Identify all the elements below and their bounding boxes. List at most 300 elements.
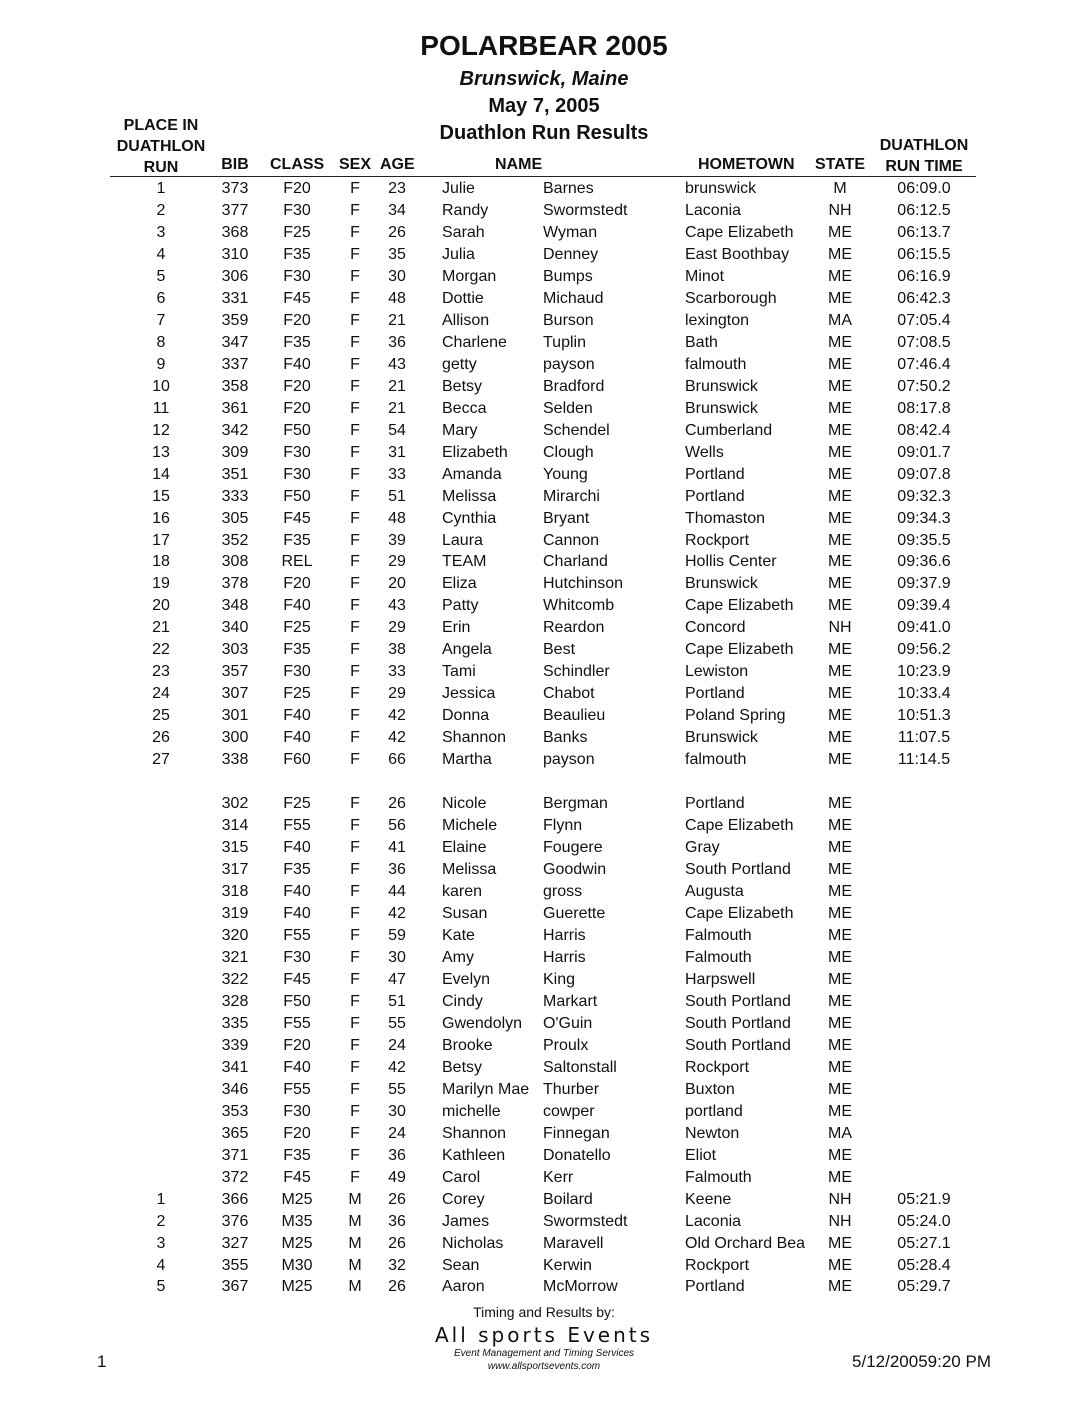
cell-bib: 320 bbox=[221, 926, 249, 944]
cell-last-name: Bumps bbox=[543, 267, 593, 285]
table-row bbox=[0, 551, 1088, 573]
cell-bib: 318 bbox=[221, 883, 249, 901]
cell-place: 20 bbox=[152, 597, 170, 615]
cell-place: 16 bbox=[152, 509, 170, 527]
cell-state: ME bbox=[828, 487, 852, 505]
cell-last-name: Charland bbox=[543, 553, 608, 571]
cell-age: 30 bbox=[388, 948, 406, 966]
cell-class: F40 bbox=[283, 707, 311, 725]
cell-first-name: Amanda bbox=[442, 465, 502, 483]
cell-hometown: Portland bbox=[685, 685, 745, 703]
cell-run-time: 09:37.9 bbox=[897, 575, 951, 593]
cell-state: ME bbox=[828, 575, 852, 593]
cell-age: 49 bbox=[388, 1168, 406, 1186]
cell-sex: F bbox=[350, 641, 360, 659]
cell-sex: F bbox=[350, 992, 360, 1010]
cell-hometown: Falmouth bbox=[685, 926, 752, 944]
cell-bib: 314 bbox=[221, 817, 249, 835]
cell-hometown: Harpswell bbox=[685, 970, 756, 988]
cell-hometown: Cape Elizabeth bbox=[685, 905, 794, 922]
cell-last-name: Bryant bbox=[543, 509, 590, 527]
cell-bib: 306 bbox=[221, 267, 249, 285]
cell-first-name: Patty bbox=[442, 597, 479, 615]
sponsor-logo: All sports Events bbox=[434, 1323, 654, 1347]
cell-sex: F bbox=[350, 487, 360, 505]
cell-run-time: 05:27.1 bbox=[897, 1234, 951, 1252]
cell-place: 25 bbox=[152, 707, 170, 725]
cell-state: ME bbox=[828, 729, 852, 747]
cell-first-name: TEAM bbox=[442, 553, 487, 571]
cell-sex: F bbox=[350, 465, 360, 483]
cell-run-time: 09:35.5 bbox=[897, 531, 951, 549]
cell-age: 42 bbox=[388, 1058, 406, 1076]
cell-state: ME bbox=[828, 509, 852, 527]
cell-place: 13 bbox=[152, 443, 170, 461]
cell-place: 27 bbox=[152, 751, 170, 769]
table-row bbox=[0, 661, 1088, 683]
cell-place: 1 bbox=[156, 1190, 166, 1208]
cell-state: ME bbox=[828, 817, 852, 835]
cell-bib: 300 bbox=[221, 729, 249, 747]
cell-class: F50 bbox=[283, 992, 311, 1010]
cell-hometown: South Portland bbox=[685, 1014, 791, 1032]
cell-bib: 367 bbox=[221, 1278, 249, 1296]
cell-age: 30 bbox=[388, 267, 406, 285]
cell-state: MA bbox=[828, 311, 852, 329]
cell-sex: F bbox=[350, 663, 360, 681]
column-header-bib: BIB bbox=[221, 156, 249, 173]
cell-hometown: Scarborough bbox=[685, 289, 777, 307]
table-row bbox=[0, 310, 1088, 332]
cell-first-name: Morgan bbox=[442, 267, 497, 285]
cell-first-name: Gwendolyn bbox=[442, 1014, 523, 1032]
cell-place: 24 bbox=[152, 685, 170, 703]
cell-hometown: Falmouth bbox=[685, 1168, 752, 1186]
cell-last-name: Selden bbox=[543, 399, 593, 417]
cell-first-name: Becca bbox=[442, 399, 487, 417]
cell-sex: F bbox=[350, 443, 360, 461]
cell-run-time: 11:07.5 bbox=[897, 729, 951, 747]
cell-class: F30 bbox=[283, 663, 311, 681]
cell-sex: F bbox=[350, 421, 360, 439]
cell-state: ME bbox=[828, 795, 852, 813]
cell-age: 55 bbox=[388, 1014, 406, 1032]
cell-run-time: 05:28.4 bbox=[897, 1256, 951, 1274]
column-header-state: STATE bbox=[814, 156, 866, 173]
cell-class: F35 bbox=[283, 641, 311, 659]
cell-sex: F bbox=[350, 970, 360, 988]
cell-last-name: Beaulieu bbox=[543, 707, 606, 725]
cell-place: 3 bbox=[156, 223, 166, 241]
cell-age: 59 bbox=[388, 926, 406, 944]
cell-run-time: 08:17.8 bbox=[897, 399, 951, 417]
table-row bbox=[0, 837, 1088, 859]
table-row bbox=[0, 1276, 1088, 1298]
cell-state: ME bbox=[828, 443, 852, 461]
cell-bib: 373 bbox=[221, 180, 249, 197]
cell-sex: F bbox=[350, 729, 360, 747]
cell-hometown: Augusta bbox=[685, 883, 744, 901]
cell-class: F40 bbox=[283, 905, 311, 922]
cell-bib: 358 bbox=[221, 377, 249, 395]
cell-age: 29 bbox=[388, 553, 406, 571]
table-row bbox=[0, 683, 1088, 705]
cell-class: F25 bbox=[283, 223, 311, 241]
cell-age: 31 bbox=[388, 443, 406, 461]
cell-class: F35 bbox=[283, 333, 311, 351]
cell-hometown: Rockport bbox=[685, 1058, 750, 1076]
cell-bib: 337 bbox=[221, 355, 249, 373]
cell-class: REL bbox=[281, 553, 313, 571]
cell-age: 55 bbox=[388, 1080, 406, 1098]
cell-state: NH bbox=[828, 201, 852, 219]
cell-first-name: Aaron bbox=[442, 1278, 485, 1296]
cell-class: F60 bbox=[283, 751, 311, 769]
cell-state: NH bbox=[828, 1190, 852, 1208]
cell-state: ME bbox=[828, 641, 852, 659]
cell-bib: 338 bbox=[221, 751, 249, 769]
cell-first-name: Dottie bbox=[442, 289, 484, 307]
cell-class: F30 bbox=[283, 267, 311, 285]
cell-class: F30 bbox=[283, 443, 311, 461]
table-row bbox=[0, 420, 1088, 442]
cell-state: M bbox=[833, 180, 847, 197]
cell-bib: 361 bbox=[221, 399, 249, 417]
cell-bib: 359 bbox=[221, 311, 249, 329]
cell-last-name: Guerette bbox=[543, 905, 606, 922]
table-row bbox=[0, 1211, 1088, 1233]
cell-first-name: Betsy bbox=[442, 377, 483, 395]
cell-hometown: Cape Elizabeth bbox=[685, 817, 794, 835]
cell-class: F45 bbox=[283, 289, 311, 307]
cell-state: ME bbox=[828, 267, 852, 285]
cell-age: 24 bbox=[388, 1124, 406, 1142]
cell-sex: F bbox=[350, 575, 360, 593]
table-row bbox=[0, 727, 1088, 749]
cell-last-name: Wyman bbox=[543, 223, 598, 241]
cell-place: 4 bbox=[156, 1256, 166, 1274]
cell-bib: 377 bbox=[221, 201, 249, 219]
cell-hometown: South Portland bbox=[685, 1036, 791, 1054]
cell-run-time: 10:23.9 bbox=[897, 663, 951, 681]
cell-first-name: Mary bbox=[442, 421, 478, 439]
cell-state: ME bbox=[828, 465, 852, 483]
cell-bib: 355 bbox=[221, 1256, 249, 1274]
cell-place: 1 bbox=[156, 180, 166, 197]
table-row bbox=[0, 705, 1088, 727]
cell-state: ME bbox=[828, 553, 852, 571]
cell-age: 42 bbox=[388, 905, 406, 922]
cell-last-name: Fougere bbox=[543, 839, 603, 857]
cell-sex: F bbox=[350, 289, 360, 307]
cell-age: 29 bbox=[388, 685, 406, 703]
cell-age: 21 bbox=[388, 377, 406, 395]
timing-credit: Timing and Results by: bbox=[473, 1304, 615, 1320]
cell-place: 8 bbox=[156, 333, 166, 351]
cell-first-name: Tami bbox=[442, 663, 476, 681]
cell-age: 51 bbox=[388, 992, 406, 1010]
cell-sex: F bbox=[350, 1014, 360, 1032]
cell-age: 42 bbox=[388, 729, 406, 747]
cell-age: 21 bbox=[388, 399, 406, 417]
cell-last-name: Donatello bbox=[543, 1146, 611, 1164]
cell-class: F45 bbox=[283, 1168, 311, 1186]
cell-last-name: Barnes bbox=[543, 180, 594, 197]
table-row bbox=[0, 1101, 1088, 1123]
cell-run-time: 07:50.2 bbox=[897, 377, 951, 395]
cell-class: F45 bbox=[283, 970, 311, 988]
cell-class: M25 bbox=[281, 1278, 313, 1296]
cell-bib: 302 bbox=[221, 795, 249, 813]
results-table bbox=[0, 178, 1088, 1298]
cell-run-time: 10:51.3 bbox=[897, 707, 951, 725]
cell-sex: F bbox=[350, 509, 360, 527]
cell-bib: 308 bbox=[221, 553, 249, 571]
cell-age: 36 bbox=[388, 861, 406, 879]
cell-state: ME bbox=[828, 1058, 852, 1076]
cell-hometown: Eliot bbox=[685, 1146, 717, 1164]
cell-bib: 347 bbox=[221, 333, 249, 351]
cell-run-time: 06:16.9 bbox=[897, 267, 951, 285]
cell-bib: 341 bbox=[221, 1058, 249, 1076]
cell-run-time: 10:33.4 bbox=[897, 685, 951, 703]
cell-age: 43 bbox=[388, 355, 406, 373]
cell-age: 29 bbox=[388, 619, 406, 637]
cell-bib: 352 bbox=[221, 531, 249, 549]
cell-first-name: Jessica bbox=[442, 685, 496, 703]
cell-age: 24 bbox=[388, 1036, 406, 1054]
cell-class: F30 bbox=[283, 1102, 311, 1120]
column-header-hometown: HOMETOWN bbox=[698, 156, 795, 173]
cell-last-name: Finnegan bbox=[543, 1124, 610, 1142]
cell-first-name: Corey bbox=[442, 1190, 485, 1208]
cell-place: 17 bbox=[152, 531, 170, 549]
cell-run-time: 06:12.5 bbox=[897, 201, 951, 219]
table-row bbox=[0, 508, 1088, 530]
cell-place: 18 bbox=[152, 553, 170, 571]
cell-class: F20 bbox=[283, 377, 311, 395]
table-row bbox=[0, 617, 1088, 639]
cell-bib: 353 bbox=[221, 1102, 249, 1120]
table-row bbox=[0, 1255, 1088, 1277]
cell-hometown: Falmouth bbox=[685, 948, 752, 966]
cell-first-name: Martha bbox=[442, 751, 492, 769]
cell-bib: 303 bbox=[221, 641, 249, 659]
cell-first-name: Nicholas bbox=[442, 1234, 504, 1252]
cell-last-name: Mirarchi bbox=[543, 487, 600, 505]
table-row bbox=[0, 1013, 1088, 1035]
cell-first-name: Julia bbox=[442, 245, 475, 263]
cell-run-time: 11:14.5 bbox=[897, 751, 951, 769]
cell-class: F20 bbox=[283, 1036, 311, 1054]
cell-last-name: Whitcomb bbox=[543, 597, 615, 615]
cell-bib: 371 bbox=[221, 1146, 249, 1164]
cell-hometown: Brunswick bbox=[685, 729, 758, 747]
cell-run-time: 09:56.2 bbox=[897, 641, 951, 659]
cell-place: 9 bbox=[156, 355, 166, 373]
table-row bbox=[0, 595, 1088, 617]
cell-state: MA bbox=[828, 1124, 852, 1142]
cell-hometown: South Portland bbox=[685, 992, 791, 1010]
table-row bbox=[0, 793, 1088, 815]
cell-last-name: Tuplin bbox=[543, 333, 586, 351]
cell-class: F55 bbox=[283, 926, 311, 944]
cell-place: 5 bbox=[156, 1278, 166, 1296]
cell-bib: 357 bbox=[221, 663, 249, 681]
table-row bbox=[0, 464, 1088, 486]
cell-age: 33 bbox=[388, 465, 406, 483]
cell-hometown: Buxton bbox=[685, 1080, 735, 1098]
cell-bib: 366 bbox=[221, 1190, 249, 1208]
cell-hometown: falmouth bbox=[685, 751, 747, 769]
cell-run-time: 06:13.7 bbox=[897, 223, 951, 241]
cell-first-name: Angela bbox=[442, 641, 492, 659]
cell-class: F20 bbox=[283, 180, 311, 197]
cell-age: 42 bbox=[388, 707, 406, 725]
cell-sex: F bbox=[350, 311, 360, 329]
cell-class: F35 bbox=[283, 245, 311, 263]
cell-state: NH bbox=[828, 619, 852, 637]
table-row bbox=[0, 244, 1088, 266]
cell-run-time: 07:08.5 bbox=[897, 333, 951, 351]
cell-hometown: Poland Spring bbox=[685, 707, 786, 725]
cell-first-name: Donna bbox=[442, 707, 490, 725]
cell-bib: 317 bbox=[221, 861, 249, 879]
cell-hometown: falmouth bbox=[685, 355, 747, 373]
cell-bib: 333 bbox=[221, 487, 249, 505]
cell-hometown: Gray bbox=[685, 839, 720, 857]
cell-state: ME bbox=[828, 1080, 852, 1098]
cell-state: ME bbox=[828, 685, 852, 703]
cell-hometown: Cape Elizabeth bbox=[685, 641, 794, 659]
cell-sex: M bbox=[348, 1256, 362, 1274]
cell-class: F40 bbox=[283, 597, 311, 615]
cell-hometown: South Portland bbox=[685, 861, 791, 879]
cell-bib: 346 bbox=[221, 1080, 249, 1098]
cell-state: ME bbox=[828, 1014, 852, 1032]
cell-state: ME bbox=[828, 597, 852, 615]
cell-sex: F bbox=[350, 267, 360, 285]
cell-last-name: Swormstedt bbox=[543, 201, 628, 219]
table-row bbox=[0, 1167, 1088, 1189]
cell-bib: 307 bbox=[221, 685, 249, 703]
cell-place: 21 bbox=[152, 619, 170, 637]
cell-state: ME bbox=[828, 905, 852, 922]
cell-run-time: 09:36.6 bbox=[897, 553, 951, 571]
cell-first-name: Marilyn Mae bbox=[442, 1080, 530, 1098]
cell-sex: F bbox=[350, 1168, 360, 1186]
cell-hometown: Bath bbox=[685, 333, 718, 351]
table-row bbox=[0, 573, 1088, 595]
cell-place: 22 bbox=[152, 641, 170, 659]
cell-last-name: Flynn bbox=[543, 817, 583, 835]
cell-bib: 310 bbox=[221, 245, 249, 263]
cell-age: 23 bbox=[388, 180, 406, 197]
cell-first-name: Eliza bbox=[442, 575, 477, 593]
cell-bib: 351 bbox=[221, 465, 249, 483]
cell-hometown: Rockport bbox=[685, 1256, 750, 1274]
cell-state: ME bbox=[828, 992, 852, 1010]
cell-age: 38 bbox=[388, 641, 406, 659]
column-header-run-time: DUATHLON RUN TIME bbox=[879, 137, 969, 175]
cell-first-name: Evelyn bbox=[442, 970, 491, 988]
table-row bbox=[0, 178, 1088, 200]
cell-first-name: Sarah bbox=[442, 223, 485, 241]
column-header-sex: SEX bbox=[338, 156, 371, 173]
cell-bib: 368 bbox=[221, 223, 249, 241]
cell-bib: 331 bbox=[221, 289, 249, 307]
cell-sex: F bbox=[350, 553, 360, 571]
cell-first-name: Shannon bbox=[442, 729, 507, 747]
cell-bib: 378 bbox=[221, 575, 249, 593]
cell-run-time: 05:29.7 bbox=[897, 1278, 951, 1296]
cell-first-name: Susan bbox=[442, 905, 488, 922]
cell-sex: F bbox=[350, 1080, 360, 1098]
cell-last-name: Cannon bbox=[543, 531, 600, 549]
cell-hometown: lexington bbox=[685, 311, 750, 329]
cell-place: 14 bbox=[152, 465, 170, 483]
cell-hometown: Cape Elizabeth bbox=[685, 223, 794, 241]
cell-sex: M bbox=[348, 1234, 362, 1252]
cell-sex: F bbox=[350, 1058, 360, 1076]
cell-run-time: 09:41.0 bbox=[897, 619, 951, 637]
column-header-name: NAME bbox=[495, 156, 543, 173]
cell-last-name: payson bbox=[543, 751, 595, 769]
cell-state: ME bbox=[828, 289, 852, 307]
cell-hometown: portland bbox=[685, 1102, 743, 1120]
cell-state: ME bbox=[828, 223, 852, 241]
cell-last-name: Thurber bbox=[543, 1080, 600, 1098]
cell-sex: M bbox=[348, 1190, 362, 1208]
cell-sex: F bbox=[350, 399, 360, 417]
cell-last-name: Michaud bbox=[543, 289, 604, 307]
table-row bbox=[0, 376, 1088, 398]
cell-age: 20 bbox=[388, 575, 406, 593]
cell-class: M25 bbox=[281, 1234, 313, 1252]
cell-bib: 376 bbox=[221, 1212, 249, 1230]
cell-sex: F bbox=[350, 751, 360, 769]
cell-sex: F bbox=[350, 1146, 360, 1164]
cell-bib: 348 bbox=[221, 597, 249, 615]
cell-class: F50 bbox=[283, 487, 311, 505]
cell-age: 26 bbox=[388, 795, 406, 813]
cell-last-name: Kerr bbox=[543, 1168, 574, 1186]
cell-first-name: karen bbox=[442, 883, 483, 901]
cell-state: ME bbox=[828, 1168, 852, 1186]
cell-hometown: Portland bbox=[685, 487, 745, 505]
cell-place: 3 bbox=[156, 1234, 166, 1252]
cell-class: F50 bbox=[283, 421, 311, 439]
cell-first-name: Randy bbox=[442, 201, 489, 219]
cell-age: 21 bbox=[388, 311, 406, 329]
cell-first-name: Cynthia bbox=[442, 509, 497, 527]
cell-run-time: 05:24.0 bbox=[897, 1212, 951, 1230]
cell-age: 66 bbox=[388, 751, 406, 769]
cell-last-name: Hutchinson bbox=[543, 575, 624, 593]
cell-bib: 372 bbox=[221, 1168, 249, 1186]
table-row bbox=[0, 1123, 1088, 1145]
cell-age: 41 bbox=[388, 839, 406, 857]
table-row bbox=[0, 969, 1088, 991]
cell-place: 23 bbox=[152, 663, 170, 681]
cell-class: F55 bbox=[283, 1080, 311, 1098]
print-timestamp: 5/12/20059:20 PM bbox=[852, 1352, 991, 1371]
cell-state: ME bbox=[828, 245, 852, 263]
cell-hometown: Minot bbox=[685, 267, 725, 285]
results-subtitle: Duathlon Run Results bbox=[439, 122, 649, 144]
cell-sex: M bbox=[348, 1278, 362, 1296]
cell-hometown: Wells bbox=[685, 443, 724, 461]
